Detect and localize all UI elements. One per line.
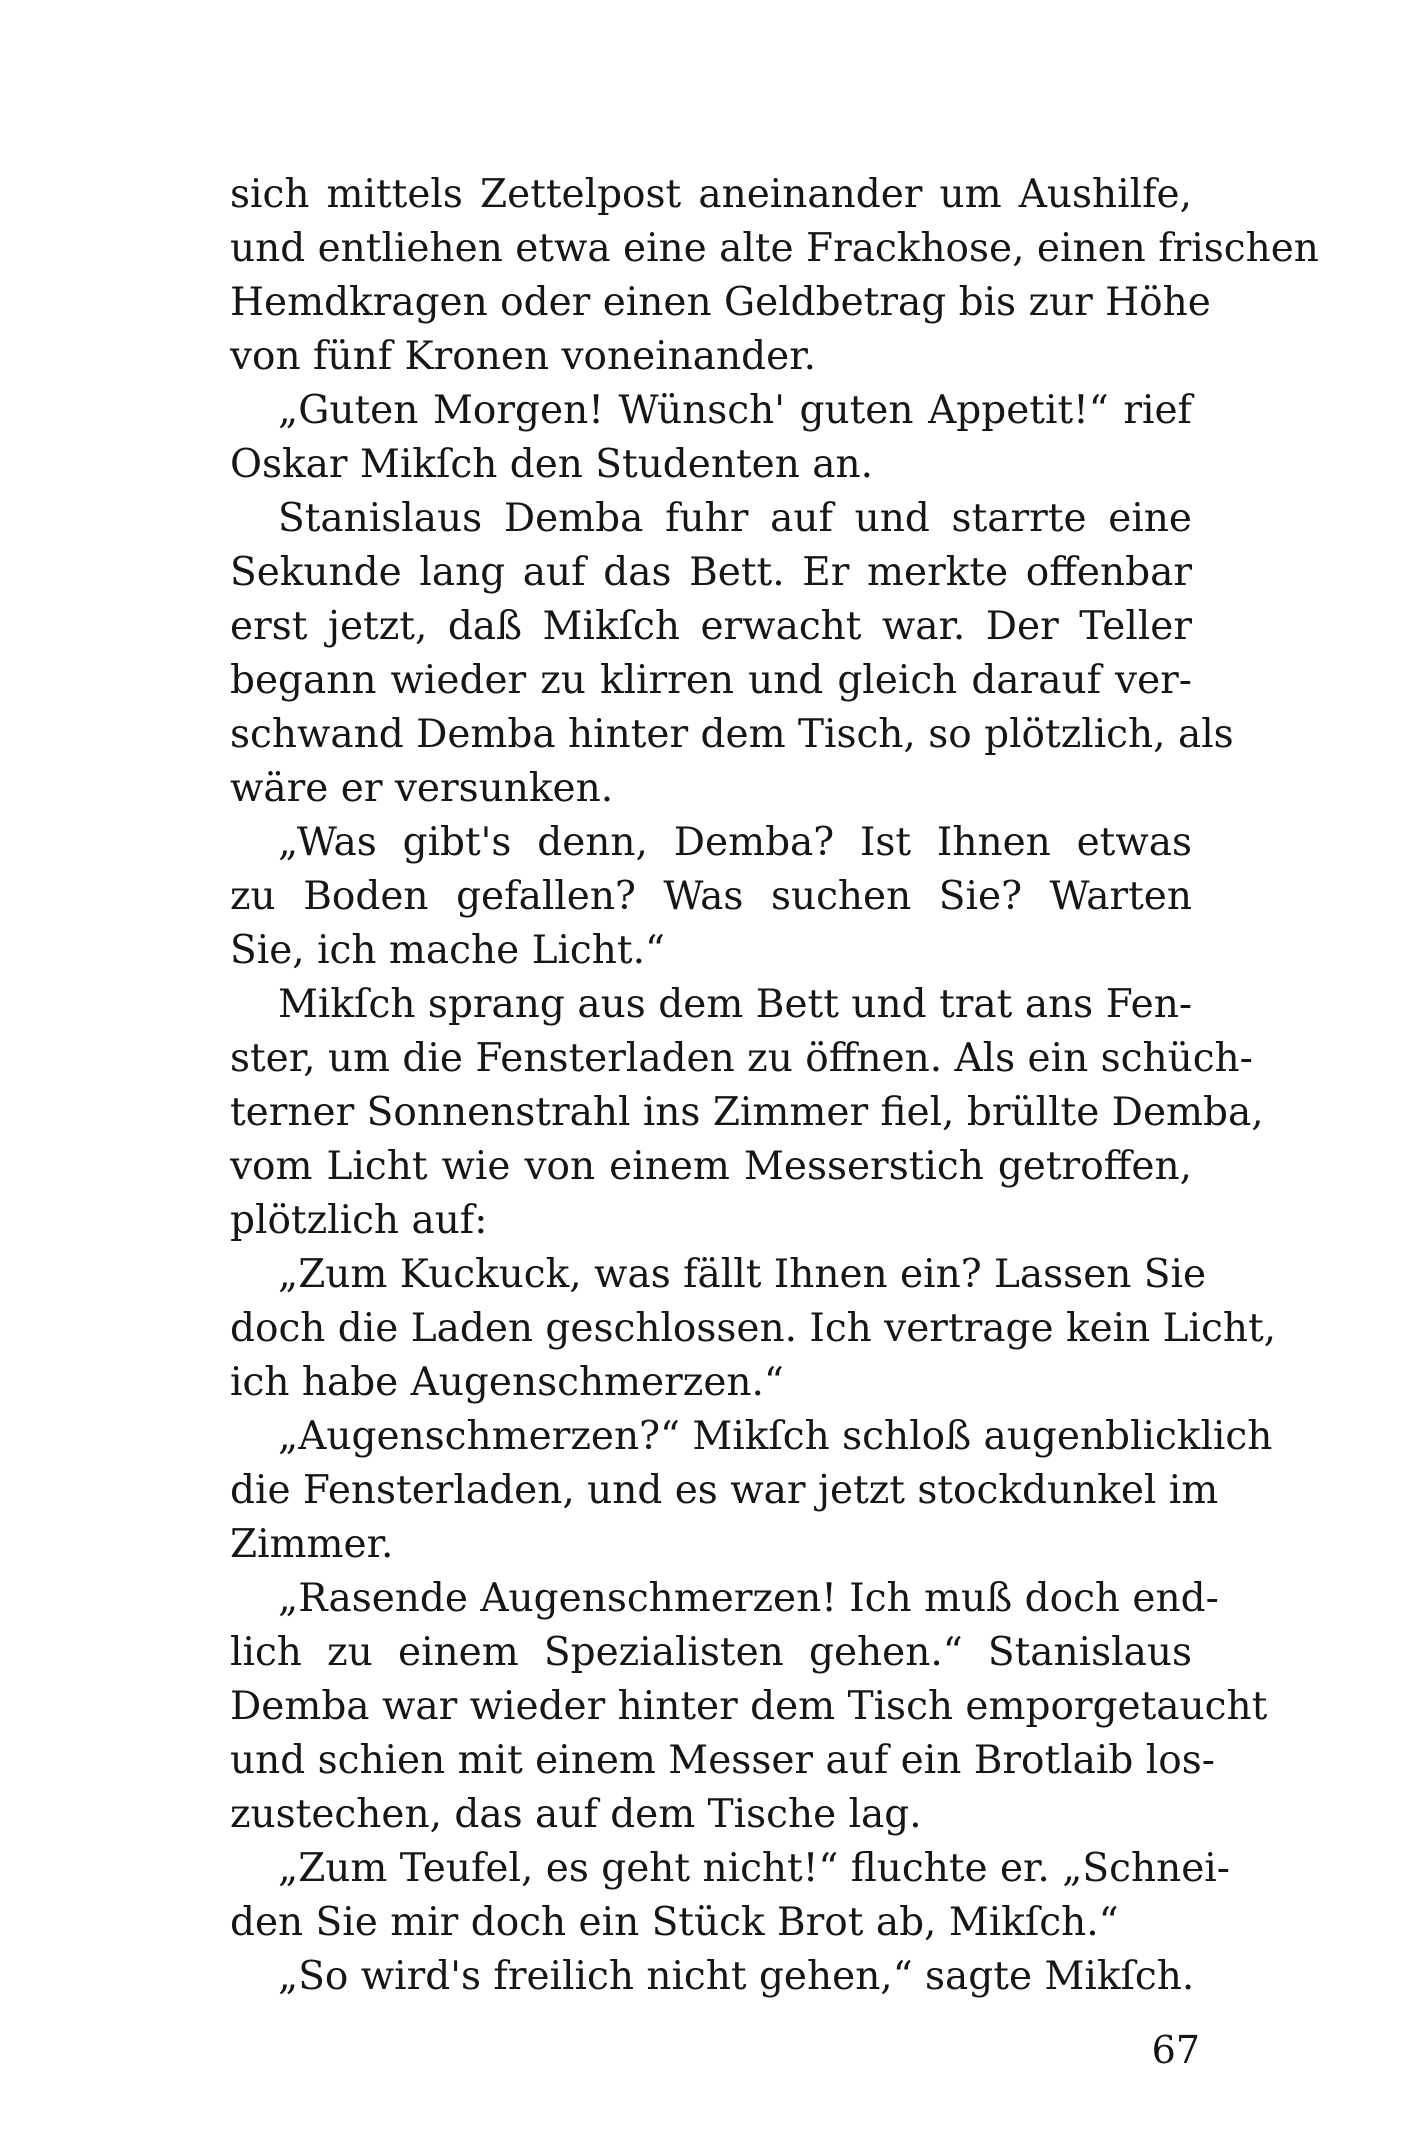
text-line: „Was gibt's denn, Demba? Ist Ihnen etwas (278, 820, 1192, 865)
text-line: zu Boden gefallen? Was suchen Sie? Warten (230, 874, 1192, 919)
text-line: den Sie mir doch ein Stück Brot ab, Mikſch.“ (230, 1900, 1119, 1945)
text-line: plötzlich auf: (230, 1198, 488, 1243)
page-number: 67 (1151, 2028, 1200, 2072)
text-line: doch die Laden geschlossen. Ich vertrage kein Licht, (230, 1306, 1277, 1351)
text-line: lich zu einem Spezialisten gehen.“ Stanislaus (230, 1630, 1192, 1675)
text-line: ster, um die Fensterladen zu öffnen. Als ein schüch- (230, 1036, 1253, 1081)
text-line: zustechen, das auf dem Tische lag. (230, 1792, 922, 1837)
text-line: „Zum Teufel, es geht nicht!“ fluchte er. „Schnei- (278, 1846, 1230, 1891)
text-line: und schien mit einem Messer auf ein Brotlaib los- (230, 1738, 1215, 1783)
text-line: „Guten Morgen! Wünsch' guten Appetit!“ rief (278, 388, 1192, 433)
text-line: „So wird's freilich nicht gehen,“ sagte Mikſch. (278, 1954, 1195, 1999)
text-line: Hemdkragen oder einen Geldbetrag bis zur Höhe (230, 280, 1211, 325)
text-line: wäre er versunken. (230, 766, 614, 811)
text-line: Sekunde lang auf das Bett. Er merkte offenbar (230, 550, 1192, 595)
text-line: erst jetzt, daß Mikſch erwacht war. Der Teller (230, 604, 1192, 649)
text-line: Sie, ich mache Licht.“ (230, 928, 665, 973)
text-line: Demba war wieder hinter dem Tisch emporgetaucht (230, 1684, 1268, 1729)
text-line: von fünf Kronen voneinander. (230, 334, 816, 379)
text-line: die Fensterladen, und es war jetzt stockdunkel im (230, 1468, 1219, 1513)
text-line: Stanislaus Demba fuhr auf und starrte eine (278, 496, 1192, 541)
text-line: Mikſch sprang aus dem Bett und trat ans Fen- (278, 982, 1192, 1027)
text-line: Oskar Mikſch den Studenten an. (230, 442, 874, 487)
text-line: sich mittels Zettelpost aneinander um Aushilfe, (230, 172, 1192, 217)
text-line: „Rasende Augenschmerzen! Ich muß doch end- (278, 1576, 1219, 1621)
text-line: vom Licht wie von einem Messerstich getroffen, (230, 1144, 1192, 1189)
text-line: „Zum Kuckuck, was fällt Ihnen ein? Lassen Sie (278, 1252, 1207, 1297)
text-line: Zimmer. (230, 1522, 394, 1567)
text-line: und entliehen etwa eine alte Frackhose, einen frischen (230, 226, 1319, 271)
text-line: „Augenschmerzen?“ Mikſch schloß augenblicklich (278, 1414, 1273, 1459)
body-text (230, 168, 1319, 2028)
text-line: terner Sonnenstrahl ins Zimmer fiel, brüllte Demba, (230, 1090, 1264, 1135)
text-line: begann wieder zu klirren und gleich darauf ver- (230, 658, 1192, 703)
text-line: ich habe Augenschmerzen.“ (230, 1360, 784, 1405)
text-line: schwand Demba hinter dem Tisch, so plötzlich, als (230, 712, 1234, 757)
